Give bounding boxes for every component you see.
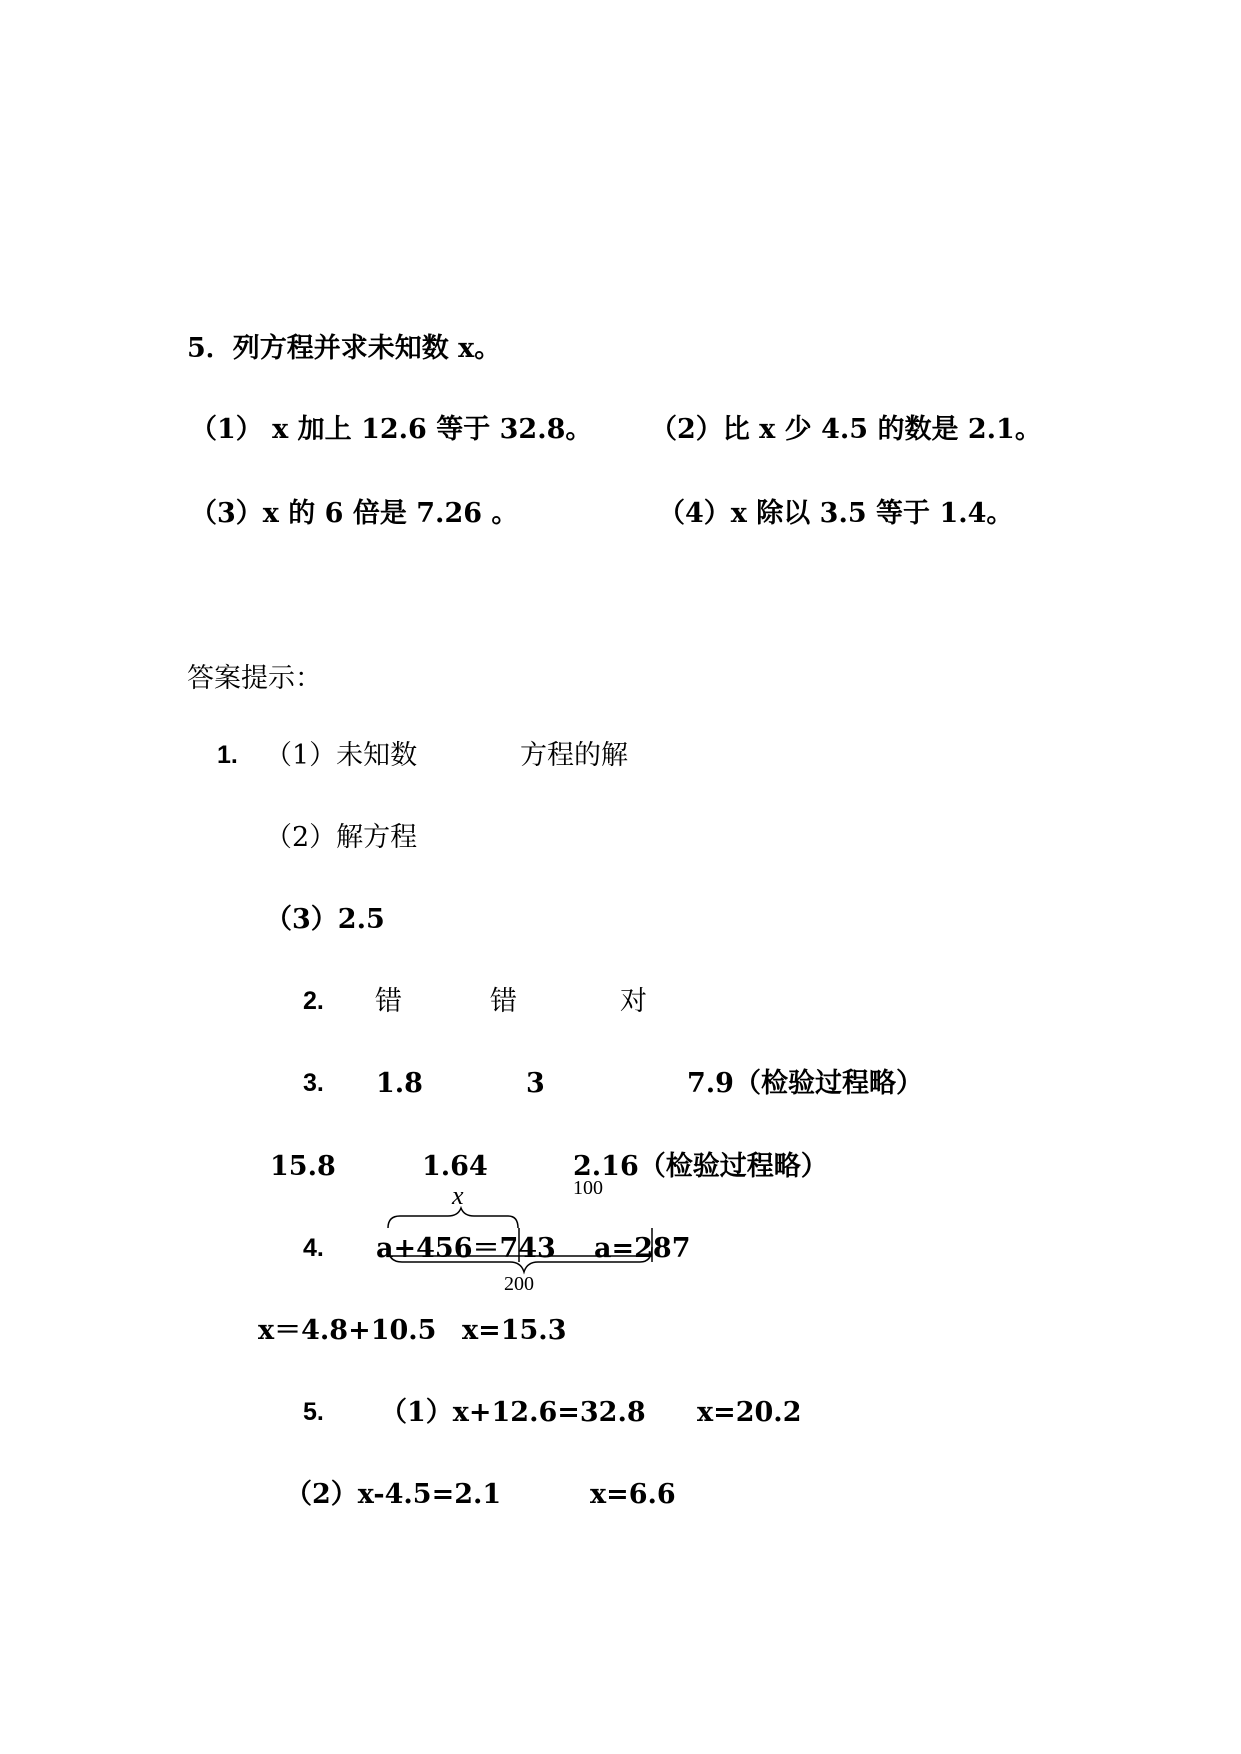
diagram-label-x: x <box>452 1181 464 1210</box>
answer-4-expr-2: a=287 <box>594 1233 691 1264</box>
answer-4-line2-part1: x＝4.8+10.5 <box>258 1315 437 1346</box>
answer-4-number: 4. <box>303 1234 324 1262</box>
answer-5-row2-part1: （2）x-4.5=2.1 <box>285 1479 502 1510</box>
answer-1-line1-part1: （1）未知数 <box>265 740 418 771</box>
answer-3-row2-value-2: 1.64 <box>422 1151 488 1182</box>
diagram-label-200: 200 <box>504 1273 534 1295</box>
answer-2-value-3: 对 <box>620 986 647 1017</box>
answer-1-line1-part2: 方程的解 <box>520 740 628 771</box>
answer-3-number: 3. <box>303 1069 324 1097</box>
answers-heading: 答案提示： <box>187 663 322 694</box>
answer-5-number: 5. <box>303 1398 324 1426</box>
top-brace <box>388 1208 518 1228</box>
question-5-item-1: （1） x 加上 12.6 等于 32.8。 <box>190 414 593 445</box>
diagram-label-100: 100 <box>573 1177 603 1199</box>
answer-4-line2-part2: x=15.3 <box>462 1315 567 1346</box>
answer-3-row2-value-3: 2.16（检验过程略） <box>573 1151 828 1182</box>
answer-1-line3: （3）2.5 <box>265 904 385 935</box>
answer-5-row1-part2: x=20.2 <box>697 1397 802 1428</box>
answer-4-expr-1: a+456＝743 <box>376 1233 556 1264</box>
answer-1-number: 1. <box>217 741 238 769</box>
answer-3-row1-value-3: 7.9（检验过程略） <box>687 1068 923 1099</box>
answer-2-number: 2. <box>303 987 324 1015</box>
answer-3-row1-value-2: 3 <box>526 1068 545 1099</box>
question-5-title: 5．列方程并求未知数 x。 <box>187 333 502 364</box>
answer-2-value-2: 错 <box>490 986 517 1017</box>
answer-5-row1-part1: （1）x+12.6=32.8 <box>380 1397 646 1428</box>
answer-5-row2-part2: x=6.6 <box>590 1479 676 1510</box>
answer-2-value-1: 错 <box>375 986 402 1017</box>
question-5-item-3: （3）x 的 6 倍是 7.26 。 <box>190 498 519 529</box>
question-5-item-2: （2）比 x 少 4.5 的数是 2.1。 <box>650 414 1042 445</box>
answer-1-line2: （2）解方程 <box>265 822 418 853</box>
question-5-item-4: （4）x 除以 3.5 等于 1.4。 <box>658 498 1014 529</box>
answer-3-row2-value-1: 15.8 <box>270 1151 336 1182</box>
answer-3-row1-value-1: 1.8 <box>376 1068 423 1099</box>
